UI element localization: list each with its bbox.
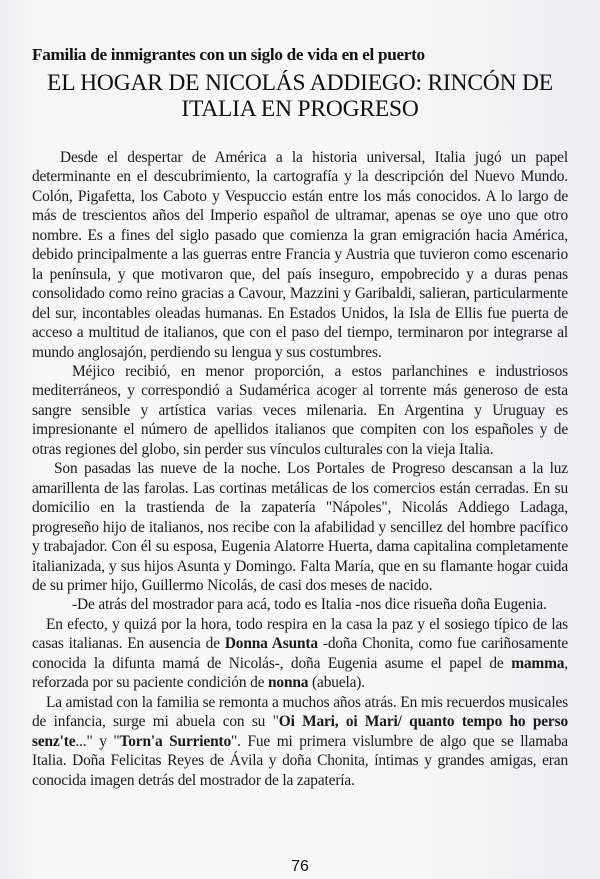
text: ..." y " <box>75 732 120 750</box>
bold-text: Donna Asunta <box>224 635 318 653</box>
text: , reforzada por su paciente condición de <box>32 654 568 692</box>
song-title: Torn'a Surriento <box>119 732 232 750</box>
paragraph-3: Son pasadas las nueve de la noche. Los Portales de Progreso descansan a la luz amarillenta de las farolas. Las cortinas metálicas de los comercios están cerradas. En su domicilio en la trastienda de la zapatería "Nápoles", Nicolás Addiego Ladaga, progreseño hijo de italianos, nos recibe con la afabilidad y sencillez del hombre pacífico y trabajador. Con él su esposa, Eugenia Alatorre Huerta, dama capitalina completamente italianizada, y sus hijos Asunta y Domingo. Falta María, que en su flamante hogar cuida de su primer hijo, Guillermo Nicolás, de casi dos meses de nacido. <box>32 460 568 594</box>
paragraph-4: -De atrás del mostrador para acá, todo es Italia -nos dice risueña doña Eugenia. <box>72 596 547 614</box>
headline-line-1: EL HOGAR DE NICOLÁS ADDIEGO: RINCÓN DE <box>47 70 553 96</box>
paragraph-2: Méjico recibió, en menor proporción, a estos parlanchines e industriosos mediterráneos, y correspondió a Sudamérica acoger al torrente más generoso de esta sangre sensible y artística varias veces milenaria. En Argentina y Uruguay es impresionante el número de apellidos italianos que compiten con los españoles y de otras regiones del globo, sin perder sus vínculos culturales con la vieja Italia. <box>32 362 568 458</box>
article-body <box>32 148 568 790</box>
text: En efecto, y quizá por la hora, todo respira en la casa la paz y el sosiego típico de las casas italianas. En ausencia de <box>32 615 568 653</box>
headline <box>32 70 568 122</box>
text: ". Fue mi primera vislumbre de algo que se llamaba Italia. Doña Felicitas Reyes de Ávila y doña Chonita, íntimas y grandes amigas, eran conocida imagen detrás del mostrador de la zapatería. <box>32 732 568 789</box>
song-title: Oi Mari, oi Mari/ quanto tempo ho perso senz'te <box>32 713 568 750</box>
paragraph-6 <box>32 693 568 790</box>
bold-text: nonna <box>268 674 309 692</box>
page-number: 76 <box>291 858 309 875</box>
text: (abuela). <box>308 674 365 692</box>
headline-line-2: ITALIA EN PROGRESO <box>181 96 419 122</box>
kicker-subtitle: Familia de inmigrantes con un siglo de vida en el puerto <box>32 45 425 64</box>
paragraph-1: Desde el despertar de América a la historia universal, Italia jugó un papel determinante en el descubrimiento, la cartografía y la descripción del Nuevo Mundo. Colón, Pigafetta, los Caboto y Vespuccio están entre los más conocidos. A lo largo de más de trescientos años del Imperio español de ultramar, apenas se oye uno que otro nombre. Es a fines del siglo pasado que comienza la gran emigración hacia América, debido principalmente a las guerras entre Francia y Austria que tuvieron como escenario la península, y que motivaron que, del país inseguro, empobrecido y a duras penas consolidado como reino gracias a Cavour, Mazzini y Garibaldi, salieran, particularmente del sur, incontables oleadas humanas. En Estados Unidos, la Isla de Ellis fue puerta de acceso a multitud de italianos, que con el paso del tiempo, terminaron por integrarse al mundo anglosajón, perdiendo su lengua y sus costumbres. <box>32 149 568 361</box>
bold-text: mamma <box>511 654 565 672</box>
text: La amistad con la familia se remonta a muchos años atrás. En mis recuerdos musicales de infancia, surge mi abuela con su " <box>32 693 568 731</box>
paragraph-5 <box>32 615 568 693</box>
text: -doña Chonita, como fue cariñosamente conocida la difunta mamá de Nicolás-, doña Eugenia asume el papel de <box>32 635 568 672</box>
